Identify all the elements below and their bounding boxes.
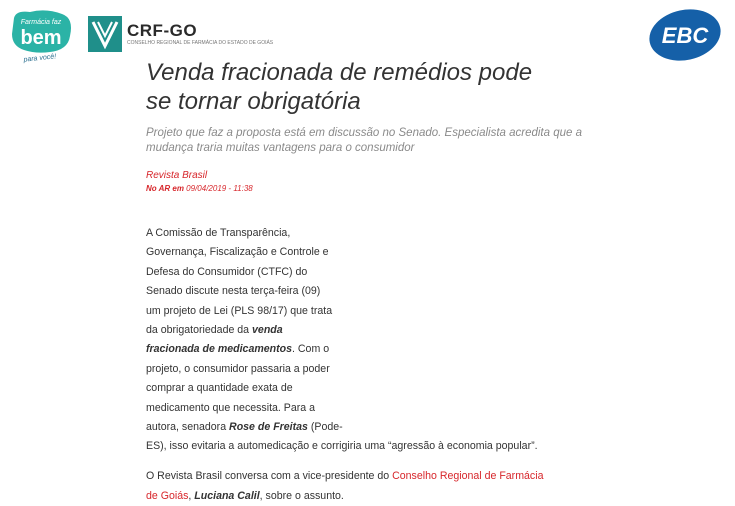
text-fragment: (Pode- xyxy=(307,421,343,434)
farmacia-main-text: bem xyxy=(20,27,62,49)
article-body xyxy=(146,224,538,457)
text-line: A Comissão de Transparência, xyxy=(146,227,291,239)
text-fragment: da obrigatoriedade da xyxy=(146,324,253,337)
emphasis-text: fracionada de medicamentos xyxy=(146,343,293,356)
air-date-label: No AR em xyxy=(146,184,184,193)
farmacia-sub-text: para você! xyxy=(23,53,57,64)
farmacia-faz-bem-logo xyxy=(6,8,78,64)
senator-name: Rose de Freitas xyxy=(229,421,308,434)
subtitle-line-1: Projeto que faz a proposta está em discussão no Senado. Especialista acredita que a xyxy=(146,127,582,139)
text-fragment: autora, senadora xyxy=(146,421,230,434)
text-line: comprar a quantidade exata de xyxy=(146,382,293,395)
text-line xyxy=(146,340,346,359)
text-line: projeto, o consumidor passaria a poder xyxy=(146,362,330,375)
farmacia-top-text: Farmácia faz xyxy=(20,19,62,26)
article-title xyxy=(146,58,596,116)
ebc-text: EBC xyxy=(661,23,709,48)
text-fragment: O Revista Brasil conversa com a vice-presidente do xyxy=(146,470,393,482)
paragraph-2 xyxy=(146,466,606,506)
text-fragment: , xyxy=(188,490,195,502)
council-link[interactable]: Conselho Regional de Farmácia xyxy=(392,470,544,482)
crf-go-logo xyxy=(88,14,273,54)
crf-title: CRF-GO xyxy=(127,21,198,40)
air-date xyxy=(146,184,596,193)
text-line xyxy=(146,321,346,340)
title-line-2: se tornar obrigatória xyxy=(146,88,361,115)
paragraph-1 xyxy=(146,224,538,457)
text-fragment: , sobre o assunto. xyxy=(259,490,344,502)
text-line: um projeto de Lei (PLS 98/17) que trata xyxy=(146,304,333,317)
text-line: medicamento que necessita. Para a xyxy=(146,401,316,414)
subtitle-line-2: mudança traria muitas vantagens para o consumidor xyxy=(146,142,415,154)
crf-subtitle: CONSELHO REGIONAL DE FARMÁCIA DO ESTADO DE GOIÁS xyxy=(127,40,274,46)
article-header xyxy=(146,58,596,193)
council-link-continued[interactable]: de Goiás xyxy=(146,490,189,502)
program-link[interactable]: Revista Brasil xyxy=(146,170,208,181)
text-fragment: . Com o xyxy=(292,343,330,356)
text-line xyxy=(146,418,346,437)
ebc-logo xyxy=(645,6,723,64)
text-line: Senado discute nesta terça-feira (09) xyxy=(146,285,321,298)
title-line-1: Venda fracionada de remédios pode xyxy=(146,59,533,86)
article-subtitle xyxy=(146,126,596,156)
emphasis-text: venda xyxy=(252,324,283,337)
text-line: ES), isso evitaria a automedicação e corrigiria uma “agressão à economia popular”. xyxy=(146,440,538,453)
text-line: Governança, Fiscalização e Controle e xyxy=(146,246,329,259)
crf-emblem-icon xyxy=(88,16,122,52)
vice-president-name: Luciana Calil xyxy=(194,490,260,502)
text-line: Defesa do Consumidor (CTFC) do xyxy=(146,265,308,278)
air-date-value: 09/04/2019 - 11:38 xyxy=(186,184,253,193)
